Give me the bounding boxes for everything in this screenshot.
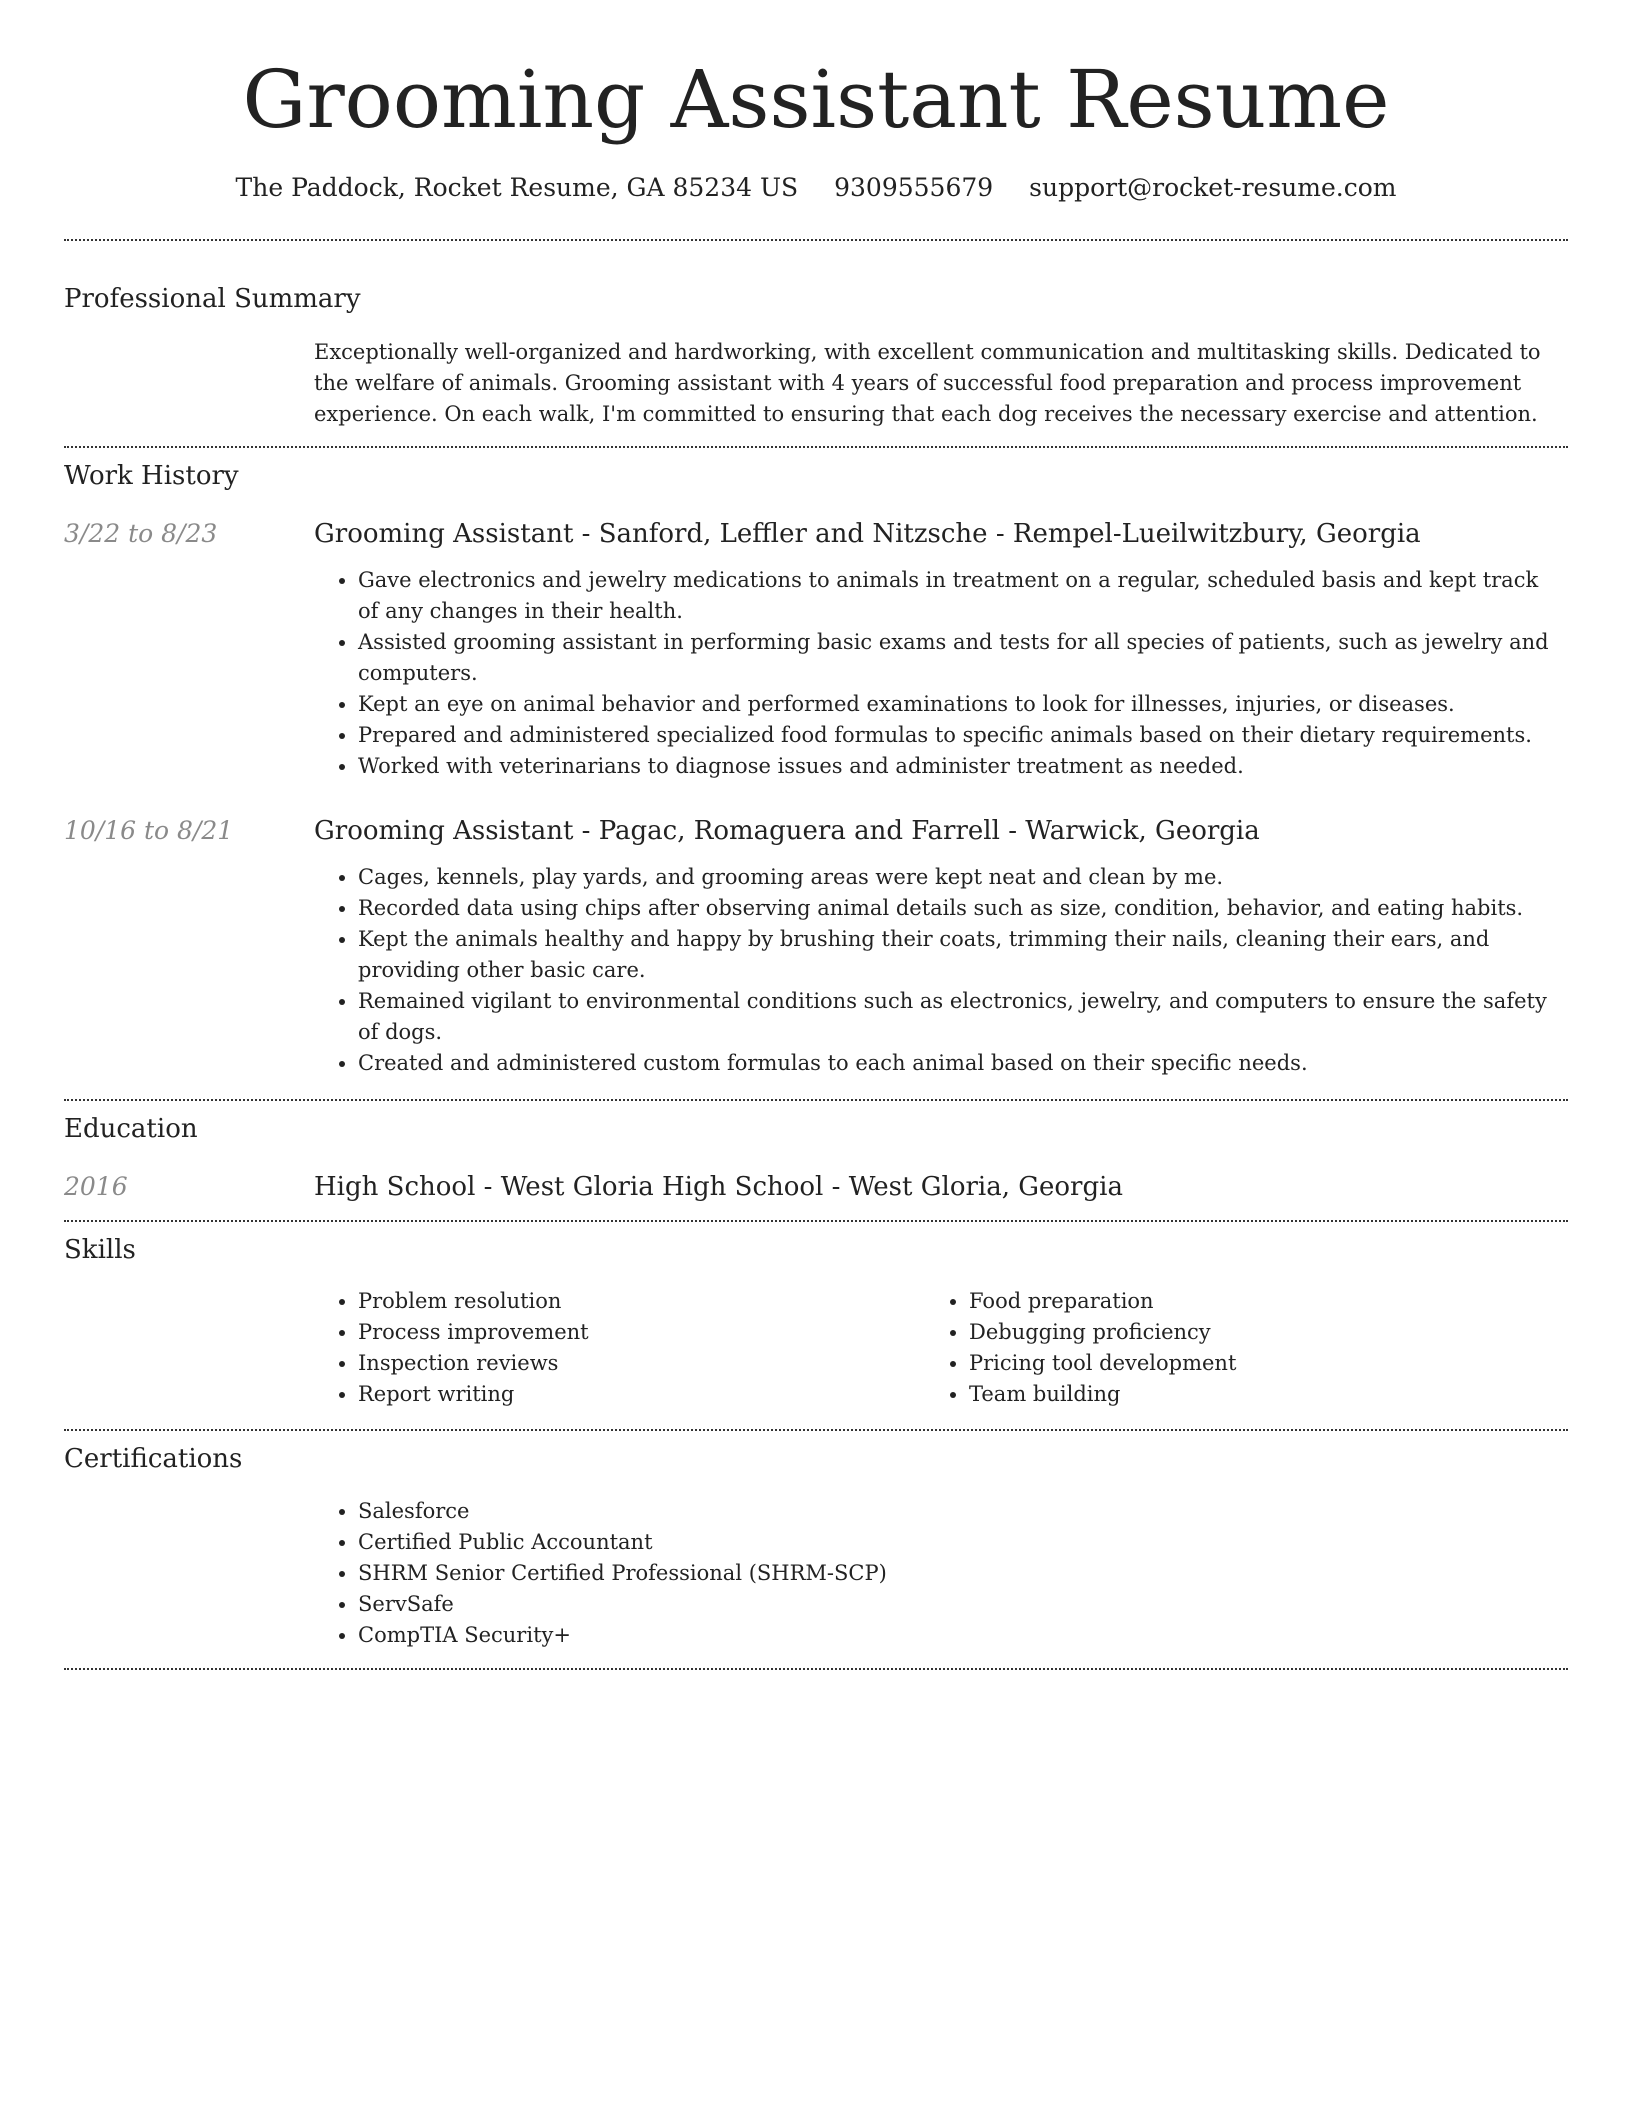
job-title: Grooming Assistant - Sanford, Leffler and Nitzsche - Rempel-Lueilwitzbury, Georgia bbox=[314, 519, 1421, 549]
job-bullets bbox=[314, 862, 1564, 1079]
list-item: • Pricing tool development bbox=[969, 1348, 1525, 1379]
divider bbox=[64, 239, 1568, 241]
list-item: • Salesforce bbox=[358, 1496, 1564, 1527]
list-item: • CompTIA Security+ bbox=[358, 1620, 1564, 1651]
education-year: 2016 bbox=[64, 1172, 128, 1201]
list-item: • Created and administered custom formulas to each animal based on their specific needs. bbox=[358, 1048, 1564, 1079]
list-item: • Recorded data using chips after observing animal details such as size, condition, behavior, and eating habits. bbox=[358, 893, 1564, 924]
summary-heading: Professional Summary bbox=[64, 284, 361, 314]
list-item: • Debugging proficiency bbox=[969, 1317, 1525, 1348]
list-item: • Assisted grooming assistant in performing basic exams and tests for all species of patients, such as jewelry and computers. bbox=[358, 627, 1564, 689]
job-dates: 10/16 to 8/21 bbox=[64, 816, 234, 845]
list-item: • Report writing bbox=[358, 1379, 914, 1410]
divider bbox=[64, 1429, 1568, 1431]
list-item: • Gave electronics and jewelry medications to animals in treatment on a regular, scheduled basis and kept track of any changes in their health. bbox=[358, 565, 1564, 627]
divider bbox=[64, 1220, 1568, 1222]
job-title: Grooming Assistant - Pagac, Romaguera and Farrell - Warwick, Georgia bbox=[314, 816, 1260, 846]
list-item: • Team building bbox=[969, 1379, 1525, 1410]
resume-title: Grooming Assistant Resume bbox=[242, 53, 1390, 146]
list-item: • ServSafe bbox=[358, 1589, 1564, 1620]
contact-address: The Paddock, Rocket Resume, GA 85234 US bbox=[235, 173, 799, 202]
skills-heading: Skills bbox=[64, 1235, 136, 1265]
education-heading: Education bbox=[64, 1114, 198, 1144]
list-item: • Kept an eye on animal behavior and performed examinations to look for illnesses, injuries, or diseases. bbox=[358, 689, 1564, 720]
list-item: • SHRM Senior Certified Professional (SHRM-SCP) bbox=[358, 1558, 1564, 1589]
certifications-heading: Certifications bbox=[64, 1444, 243, 1474]
skills-list-left bbox=[314, 1286, 914, 1410]
divider bbox=[64, 1668, 1568, 1670]
divider bbox=[64, 446, 1568, 448]
summary-text: Exceptionally well-organized and hardworking, with excellent communication and multitasking skills. Dedicated to the welfare of animals. Grooming assistant with 4 years of successful food preparation and process improvement experience. On each walk, I'm committed to ensuring that each dog receives the necessary exercise and attention. bbox=[314, 340, 1541, 426]
list-item: • Food preparation bbox=[969, 1286, 1525, 1317]
list-item: • Problem resolution bbox=[358, 1286, 914, 1317]
list-item: • Remained vigilant to environmental conditions such as electronics, jewelry, and computers to ensure the safety of dogs. bbox=[358, 986, 1564, 1048]
list-item: • Inspection reviews bbox=[358, 1348, 914, 1379]
list-item: • Process improvement bbox=[358, 1317, 914, 1348]
list-item: • Prepared and administered specialized food formulas to specific animals based on their dietary requirements. bbox=[358, 720, 1564, 751]
list-item: • Cages, kennels, play yards, and grooming areas were kept neat and clean by me. bbox=[358, 862, 1564, 893]
certifications-list bbox=[314, 1496, 1564, 1651]
skills-list-right bbox=[925, 1286, 1525, 1410]
job-bullets bbox=[314, 565, 1564, 782]
education-title: High School - West Gloria High School - West Gloria, Georgia bbox=[314, 1172, 1123, 1202]
contact-phone: 9309555679 bbox=[834, 173, 994, 202]
list-item: • Kept the animals healthy and happy by brushing their coats, trimming their nails, cleaning their ears, and providing other basic care. bbox=[358, 924, 1564, 986]
work-heading: Work History bbox=[64, 461, 239, 491]
contact-line bbox=[0, 170, 1632, 206]
divider bbox=[64, 1099, 1568, 1101]
contact-email: support@rocket-resume.com bbox=[1029, 173, 1397, 202]
list-item: • Worked with veterinarians to diagnose issues and administer treatment as needed. bbox=[358, 751, 1564, 782]
job-dates: 3/22 to 8/23 bbox=[64, 519, 218, 548]
list-item: • Certified Public Accountant bbox=[358, 1527, 1564, 1558]
